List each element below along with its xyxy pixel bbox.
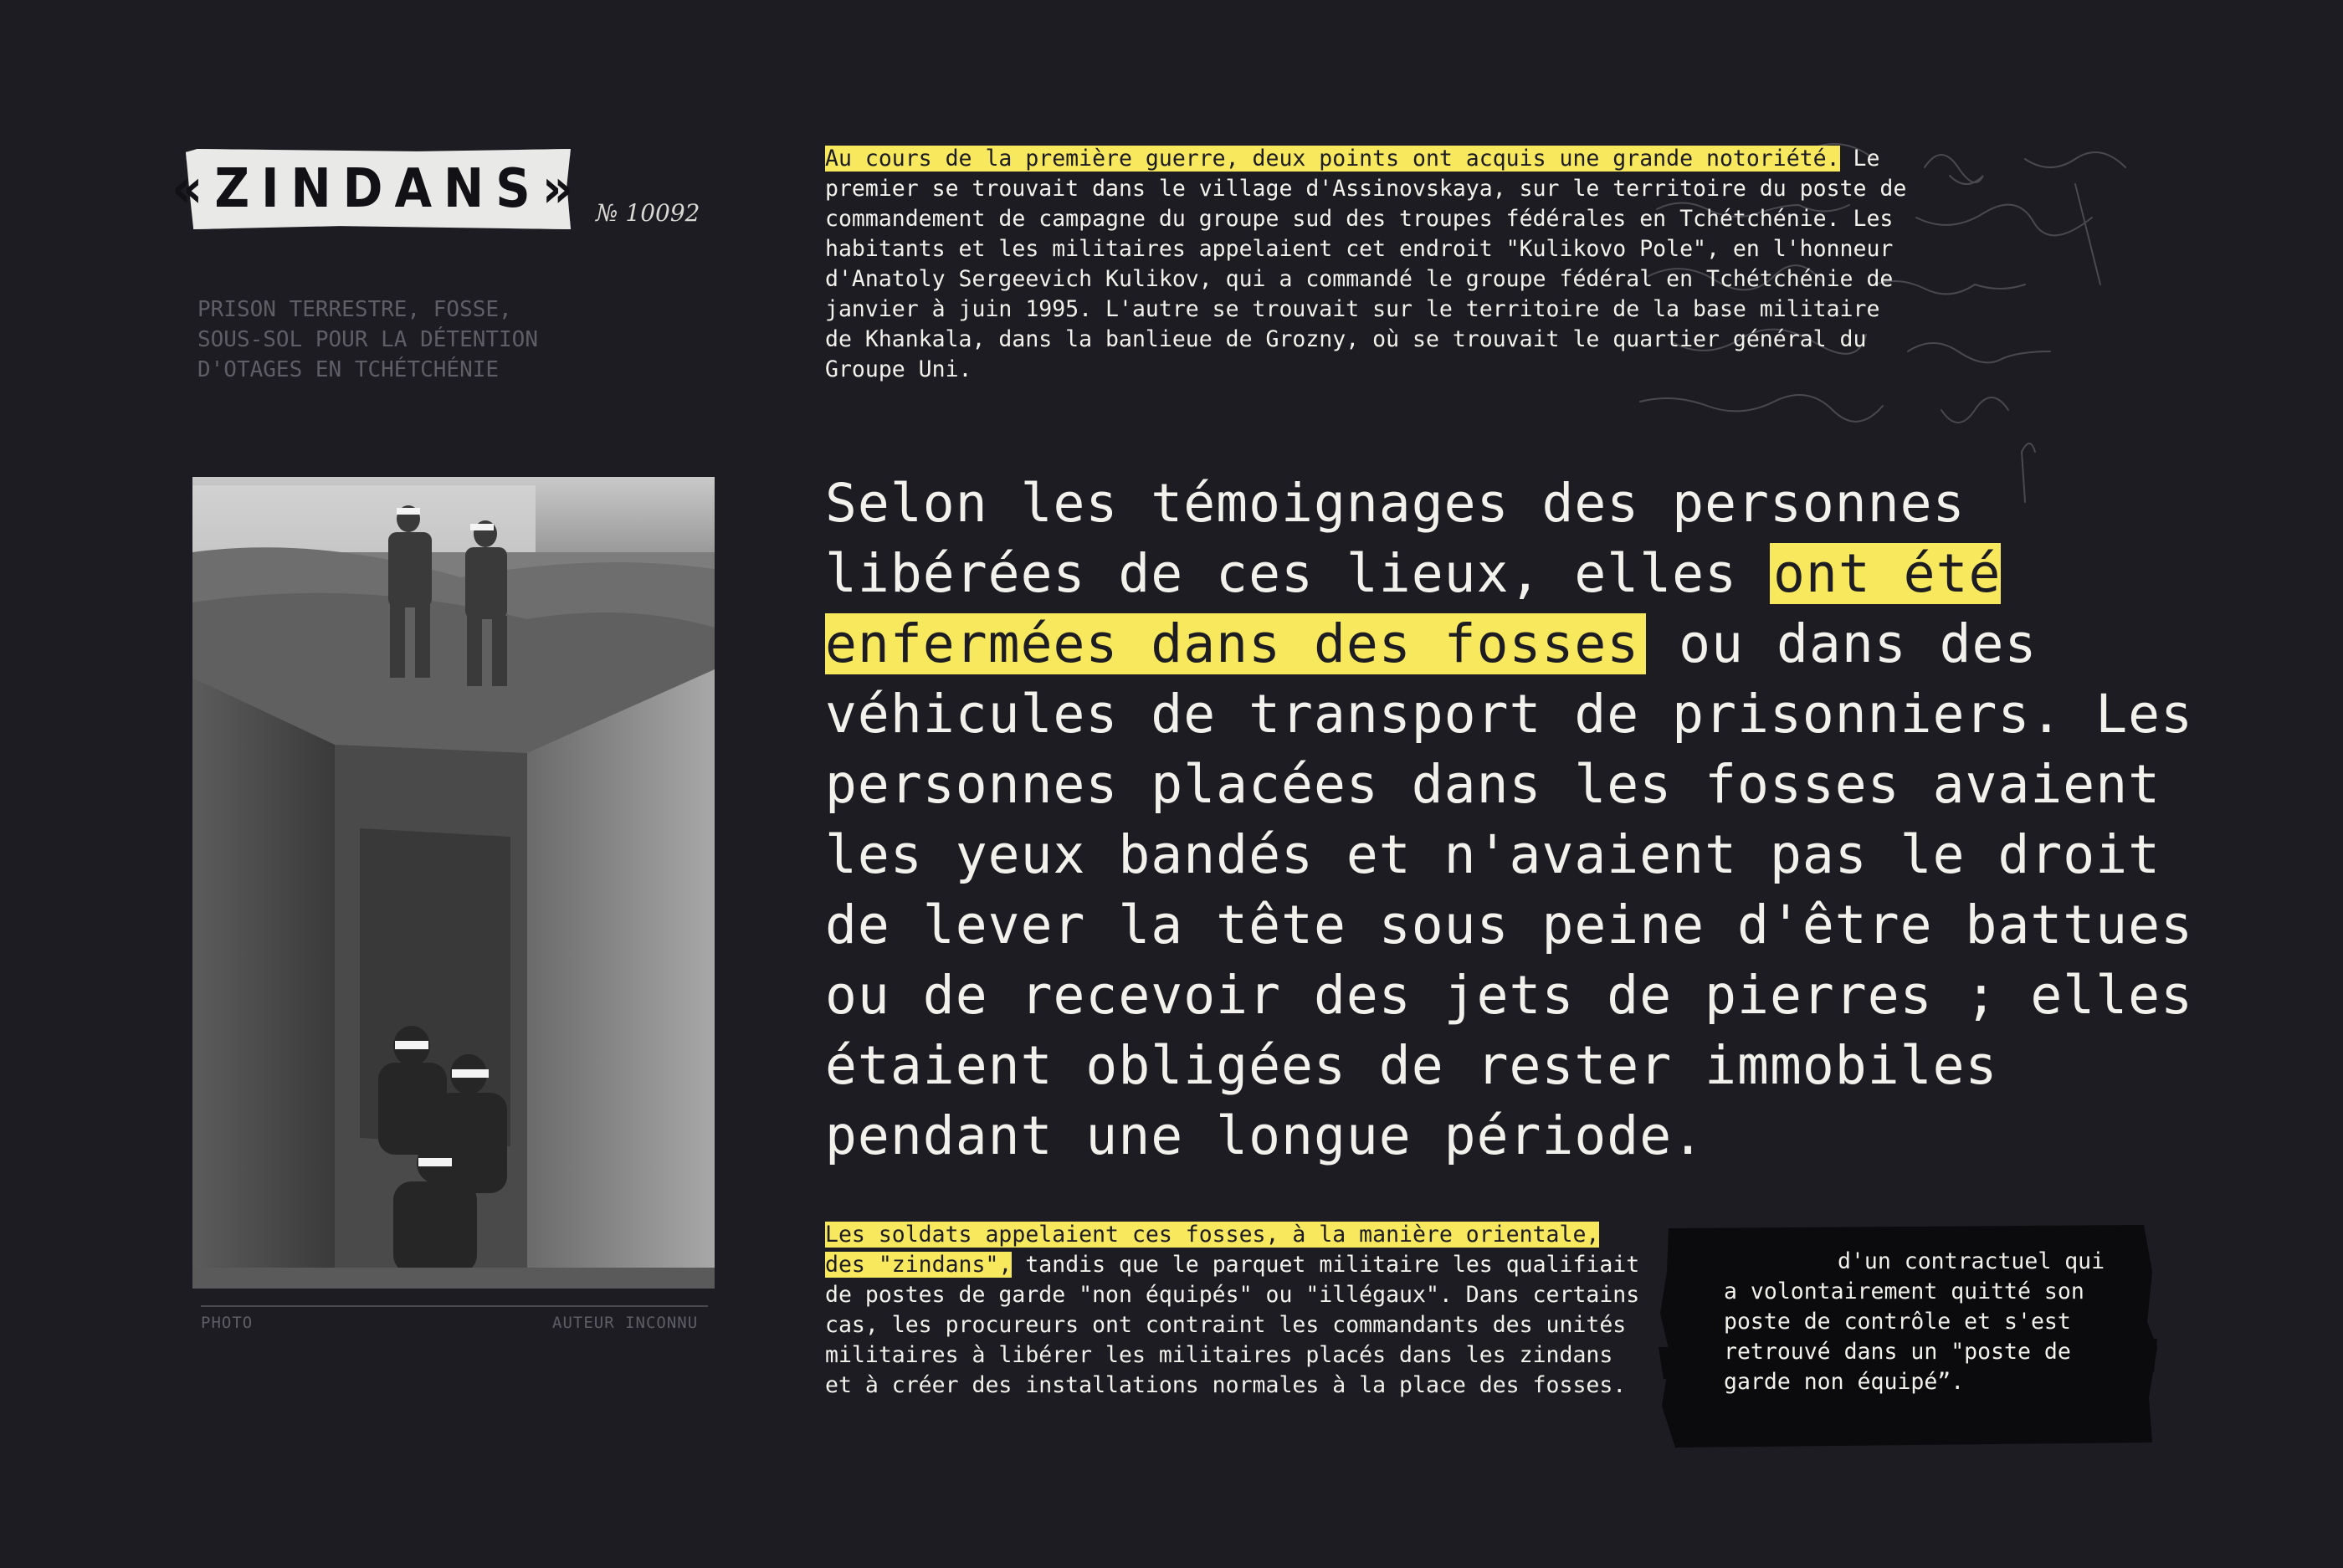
- intro-paragraph: [825, 144, 1913, 385]
- quote-highlight: ont été enfermées dans des fosses: [825, 543, 2002, 674]
- photo-caption-rule: [201, 1305, 708, 1307]
- document-number: № 10092: [596, 199, 700, 227]
- bottom-paragraph: [825, 1220, 1645, 1401]
- bottom-text: tandis que le parquet militaire les qualifiait de postes de garde "non équipés" ou "illégaux". Dans certains cas, les procureurs ont contraint les commandants des unités militaires à libérer les militaires placés dans les zindans et à créer des installations normales à la place des fosses.: [825, 1252, 1640, 1398]
- marker-text: d'un contractuel qui a volontairement quitté son poste de contrôle et s'est retrouvé dans un "poste de garde non équipé”.: [1724, 1248, 2105, 1395]
- quote-part1: Selon les témoignages des personnes libérées de ces lieux, elles: [825, 473, 1966, 604]
- photo-author: AUTEUR INCONNU: [552, 1314, 699, 1332]
- pull-quote: [825, 469, 2206, 1171]
- page-title: «ZINDANS»: [172, 158, 585, 220]
- bottom-highlight: Les soldats appelaient ces fosses, à la manière orientale, des "zindans",: [825, 1222, 1600, 1278]
- quote-part2: ou dans des véhicules de transport de prisonniers. Les personnes placées dans les fosses avaient les yeux bandés et n'avaient pas le droit de lever la tête sous peine d'être battues ou de recevoir des jets de pierres ; elles étaient obligées de rester immobiles pendant une longue période.: [825, 613, 2194, 1166]
- intro-highlight: Au cours de la première guerre, deux points ont acquis une grande notoriété.: [825, 146, 1840, 172]
- archive-photo: [192, 477, 715, 1289]
- photo-label: PHOTO: [201, 1314, 254, 1332]
- page-subtitle: PRISON TERRESTRE, FOSSE, SOUS-SOL POUR LA DÉTENTION D'OTAGES EN TCHÉTCHÉNIE: [197, 297, 538, 382]
- intro-text: Le premier se trouvait dans le village d'Assinovskaya, sur le territoire du poste de commandement de campagne du groupe sud des troupes fédérales en Tchétchénie. Les habitants et les militaires appelaient cet endroit "Kulikovo Pole", en l'honneur d'Anatoly Sergeevich Kulikov, qui a commandé le groupe fédéral en Tchétchénie de janvier à juin 1995. L'autre se trouvait sur le territoire de la base militaire de Khankala, dans la banlieue de Grozny, où se trouvait le quartier général du Groupe Uni.: [825, 146, 1907, 382]
- pit-photo-illustration: [192, 477, 715, 1289]
